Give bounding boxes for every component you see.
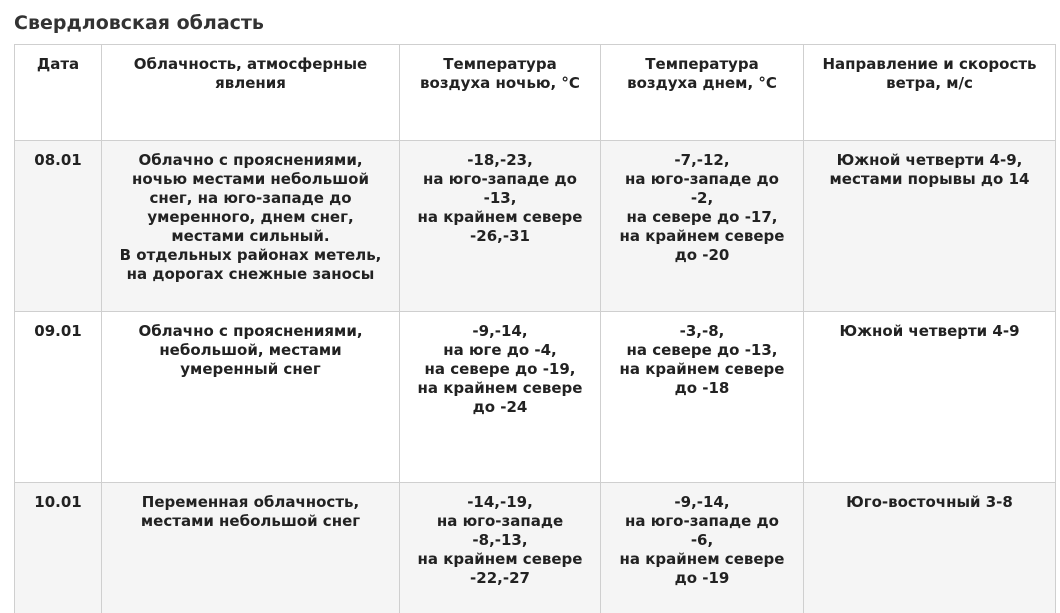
table-row (15, 312, 1056, 483)
cell-night-temp: -14,-19, на юго-западе -8,-13, на крайнем севере -22,-27 (400, 483, 601, 613)
cell-wind: Южной четверти 4-9, местами порывы до 14 (804, 141, 1056, 312)
cell-day-temp: -7,-12, на юго-западе до -2, на севере до -17, на крайнем севере до -20 (601, 141, 804, 312)
cell-date: 08.01 (15, 141, 102, 312)
table-row (15, 483, 1056, 613)
cell-cloud: Облачно с прояснениями, небольшой, местами умеренный снег (102, 312, 400, 483)
header-date: Дата (15, 45, 102, 141)
cell-wind: Юго-восточный 3-8 (804, 483, 1056, 613)
cell-night-temp: -9,-14, на юге до -4, на севере до -19, на крайнем севере до -24 (400, 312, 601, 483)
table-row (15, 141, 1056, 312)
page-title: Свердловская область (14, 12, 264, 34)
cell-wind: Южной четверти 4-9 (804, 312, 1056, 483)
header-wind: Направление и скорость ветра, м/с (804, 45, 1056, 141)
forecast-table (14, 44, 1056, 613)
cell-day-temp: -9,-14, на юго-западе до -6, на крайнем севере до -19 (601, 483, 804, 613)
cell-day-temp: -3,-8, на севере до -13, на крайнем севере до -18 (601, 312, 804, 483)
header-night-temp: Температура воздуха ночью, °С (400, 45, 601, 141)
cell-date: 09.01 (15, 312, 102, 483)
cell-night-temp: -18,-23, на юго-западе до -13, на крайнем севере -26,-31 (400, 141, 601, 312)
table-header-row (15, 45, 1056, 141)
cell-date: 10.01 (15, 483, 102, 613)
cell-cloud: Переменная облачность, местами небольшой снег (102, 483, 400, 613)
cell-cloud: Облачно с прояснениями, ночью местами небольшой снег, на юго-западе до умеренного, днем снег, местами сильный. В отдельных районах метель, на дорогах снежные заносы (102, 141, 400, 312)
header-cloud: Облачность, атмосферные явления (102, 45, 400, 141)
header-day-temp: Температура воздуха днем, °С (601, 45, 804, 141)
